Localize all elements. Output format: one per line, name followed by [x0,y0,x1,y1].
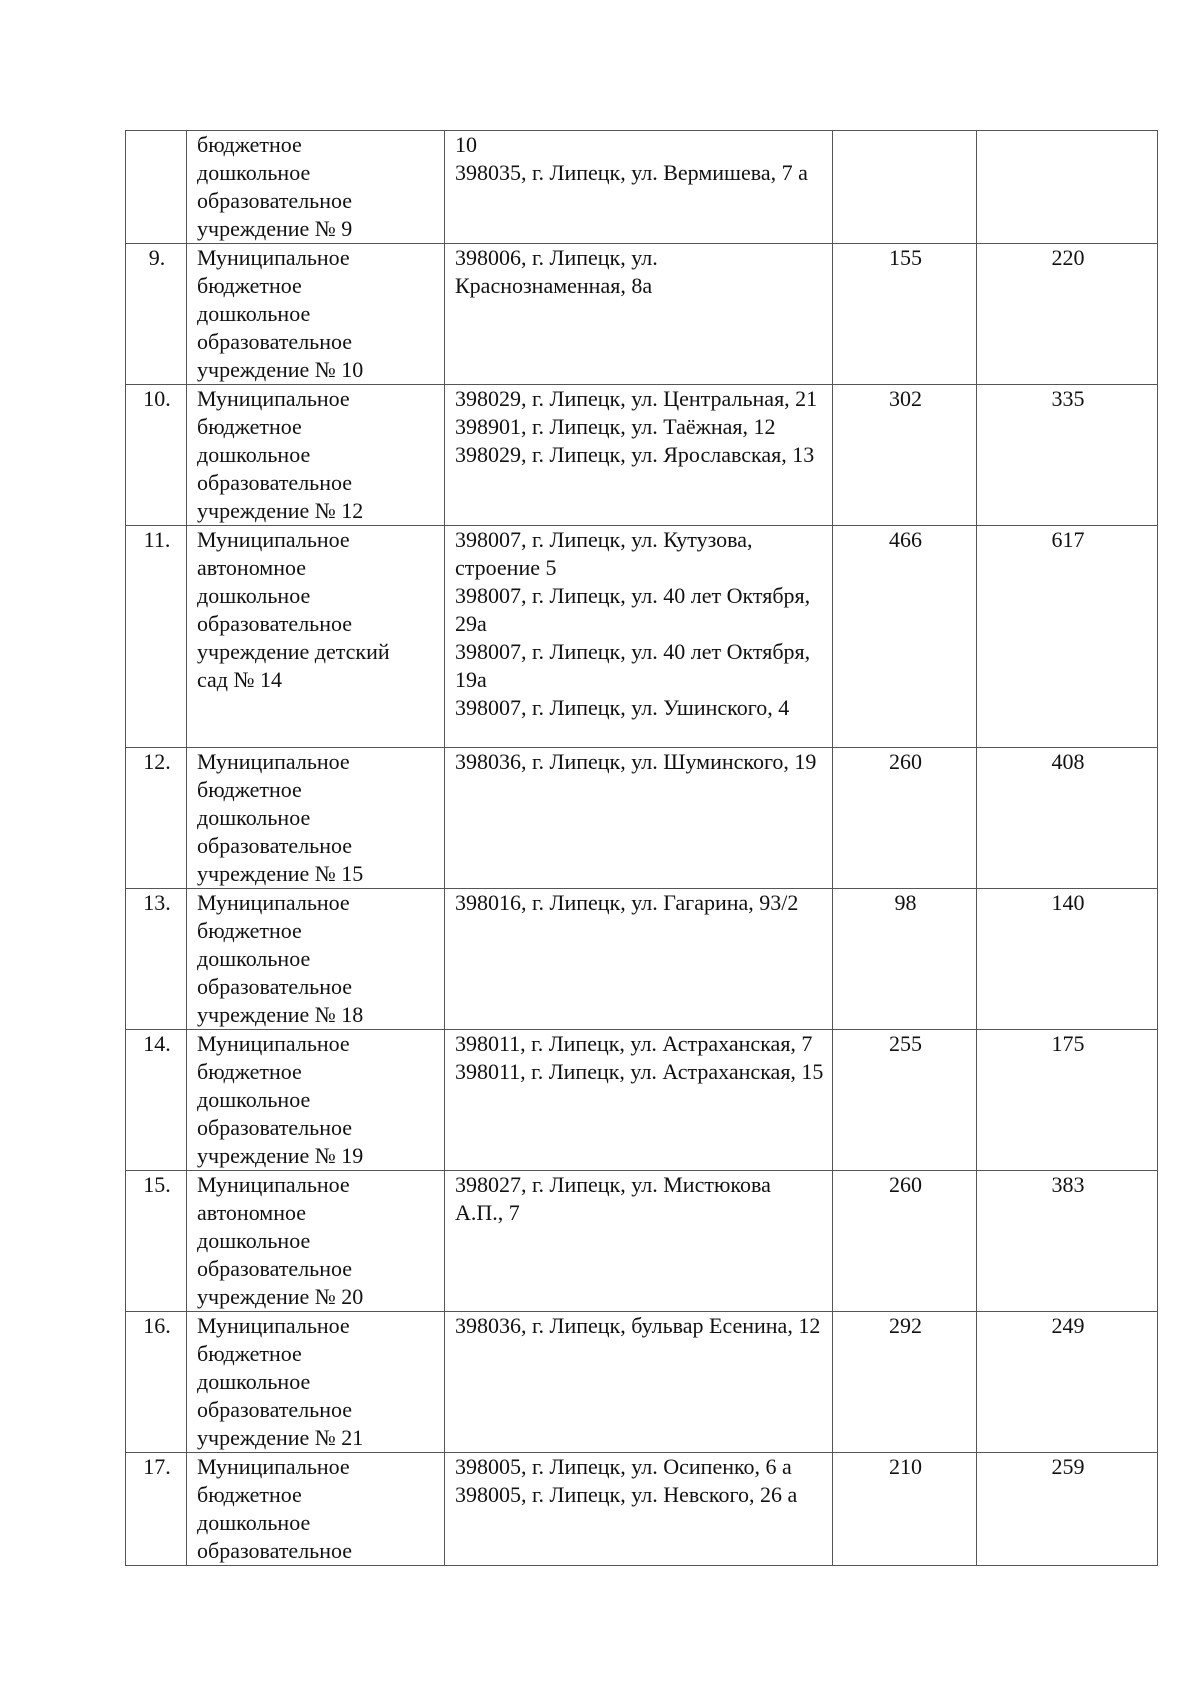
name-line: учреждение № 20 [197,1284,364,1309]
name-line: Муниципальное [197,386,350,411]
name-line: бюджетное [197,1482,302,1507]
address-line: 398006, г. Липецк, ул. Краснознаменная, 8а [455,245,658,298]
row-number [126,131,187,244]
name-line: учреждение детский [197,639,390,664]
institution-name [187,1312,445,1453]
name-line: образовательное [197,1538,353,1563]
institution-name [187,748,445,889]
institution-address [445,131,833,244]
name-line: учреждение № 18 [197,1002,364,1027]
name-line: дошкольное [197,1228,311,1253]
row-number: 15. [126,1171,187,1312]
name-line: дошкольное [197,946,311,971]
name-line: дошкольное [197,805,311,830]
name-line: Муниципальное [197,245,350,270]
institution-name [187,385,445,526]
value-col-2: 175 [977,1030,1158,1171]
value-col-1: 155 [833,244,977,385]
institution-address [445,526,833,748]
institutions-table [125,130,1158,1566]
institution-name [187,244,445,385]
name-line: дошкольное [197,1087,311,1112]
address-line: 398035, г. Липецк, ул. Вермишева, 7 а [455,160,808,185]
name-line: Муниципальное [197,527,350,552]
address-line: 398029, г. Липецк, ул. Центральная, 21 [455,386,818,411]
name-line: учреждение № 15 [197,861,364,886]
row-number: 16. [126,1312,187,1453]
name-line: образовательное [197,470,353,495]
value-col-1: 255 [833,1030,977,1171]
name-line: Муниципальное [197,749,350,774]
row-number: 14. [126,1030,187,1171]
institution-address [445,1312,833,1453]
address-line: 398005, г. Липецк, ул. Невского, 26 а [455,1482,798,1507]
row-number: 17. [126,1453,187,1566]
name-line: бюджетное [197,1059,302,1084]
name-line: образовательное [197,188,353,213]
name-line: дошкольное [197,583,311,608]
institution-name [187,1030,445,1171]
institution-address [445,748,833,889]
value-col-2: 408 [977,748,1158,889]
value-col-2: 140 [977,889,1158,1030]
value-col-1: 466 [833,526,977,748]
value-col-1: 292 [833,1312,977,1453]
address-line: 398007, г. Липецк, ул. Ушинского, 4 [455,695,790,720]
address-line: 398007, г. Липецк, ул. 40 лет Октября, 29а [455,583,811,636]
institution-name [187,526,445,748]
table-body [126,131,1158,1566]
table-row [126,385,1158,526]
table-row [126,889,1158,1030]
institution-address [445,1030,833,1171]
table-row [126,748,1158,889]
name-line: учреждение № 21 [197,1425,364,1450]
address-line: 398011, г. Липецк, ул. Астраханская, 7 [455,1031,813,1056]
value-col-1: 260 [833,748,977,889]
name-line: дошкольное [197,1510,311,1535]
value-col-1 [833,131,977,244]
name-line: образовательное [197,833,353,858]
institution-name [187,131,445,244]
table-row [126,526,1158,748]
name-line: бюджетное [197,918,302,943]
name-line: Муниципальное [197,1031,350,1056]
name-line: образовательное [197,329,353,354]
table-row [126,1030,1158,1171]
name-line: дошкольное [197,301,311,326]
value-col-2: 617 [977,526,1158,748]
value-col-2: 335 [977,385,1158,526]
institution-address [445,385,833,526]
value-col-1: 98 [833,889,977,1030]
address-line: 398027, г. Липецк, ул. Мистюкова А.П., 7 [455,1172,771,1225]
value-col-2: 383 [977,1171,1158,1312]
table-row [126,244,1158,385]
value-col-1: 302 [833,385,977,526]
address-line: 398901, г. Липецк, ул. Таёжная, 12 [455,414,776,439]
institution-address [445,889,833,1030]
name-line: автономное [197,555,307,580]
name-line: учреждение № 19 [197,1143,364,1168]
institution-name [187,889,445,1030]
address-line: 10 [455,132,477,157]
value-col-2: 220 [977,244,1158,385]
value-col-2 [977,131,1158,244]
name-line: учреждение № 10 [197,357,364,382]
name-line: бюджетное [197,777,302,802]
row-number: 10. [126,385,187,526]
name-line: Муниципальное [197,1454,350,1479]
name-line: бюджетное [197,273,302,298]
institution-address [445,1171,833,1312]
name-line: автономное [197,1200,307,1225]
row-number: 11. [126,526,187,748]
value-col-2: 249 [977,1312,1158,1453]
name-line: Муниципальное [197,1313,350,1338]
row-number: 9. [126,244,187,385]
address-line: 398016, г. Липецк, ул. Гагарина, 93/2 [455,890,799,915]
table-row [126,1453,1158,1566]
address-line: 398005, г. Липецк, ул. Осипенко, 6 а [455,1454,792,1479]
institution-address [445,244,833,385]
value-col-2: 259 [977,1453,1158,1566]
row-number: 13. [126,889,187,1030]
name-line: дошкольное [197,1369,311,1394]
name-line: бюджетное [197,414,302,439]
address-line: 398036, г. Липецк, бульвар Есенина, 12 [455,1313,821,1338]
name-line: бюджетное [197,1341,302,1366]
value-col-1: 260 [833,1171,977,1312]
name-line: дошкольное [197,160,311,185]
name-line: учреждение № 12 [197,498,364,523]
name-line: образовательное [197,1256,353,1281]
row-number: 12. [126,748,187,889]
name-line: бюджетное [197,132,302,157]
name-line: Муниципальное [197,890,350,915]
address-line: 398029, г. Липецк, ул. Ярославская, 13 [455,442,815,467]
table-row [126,1312,1158,1453]
address-line: 398036, г. Липецк, ул. Шуминского, 19 [455,749,817,774]
name-line: образовательное [197,1115,353,1140]
address-line: 398007, г. Липецк, ул. 40 лет Октября, 19а [455,639,811,692]
name-line: сад № 14 [197,667,282,692]
address-line: 398011, г. Липецк, ул. Астраханская, 15 [455,1059,824,1084]
name-line: дошкольное [197,442,311,467]
name-line: учреждение № 9 [197,216,353,241]
table-row [126,1171,1158,1312]
institution-name [187,1453,445,1566]
name-line: образовательное [197,1397,353,1422]
name-line: образовательное [197,974,353,999]
table-row [126,131,1158,244]
address-line: 398007, г. Липецк, ул. Кутузова, строение 5 [455,527,753,580]
name-line: образовательное [197,611,353,636]
name-line: Муниципальное [197,1172,350,1197]
institution-address [445,1453,833,1566]
institution-name [187,1171,445,1312]
value-col-1: 210 [833,1453,977,1566]
